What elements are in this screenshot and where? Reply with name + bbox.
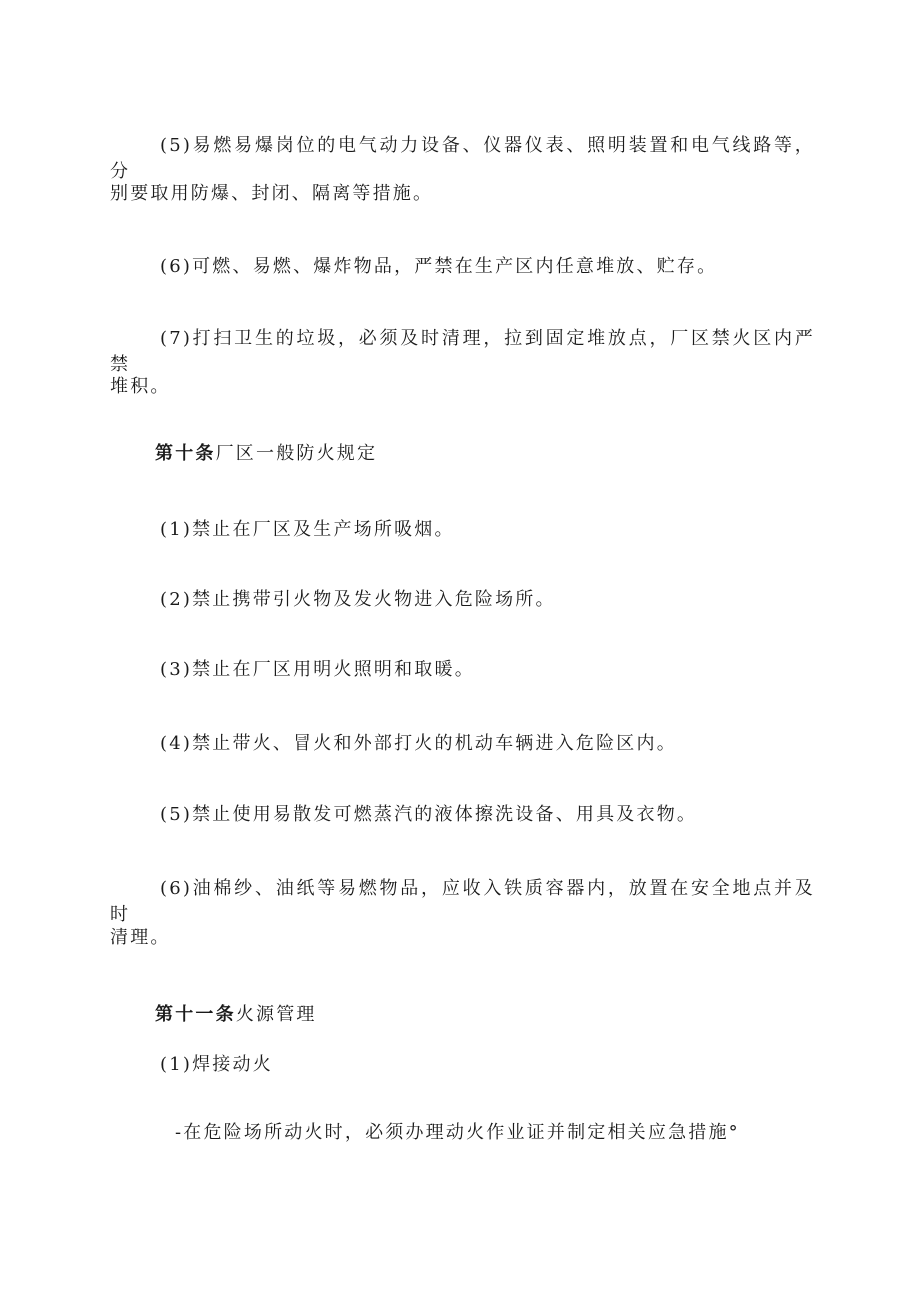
paragraph-5-line-1: (5)易燃易爆岗位的电气动力设备、仪器仪表、照明装置和电气线路等，分	[110, 135, 815, 182]
article-10-item-4: (4)禁止带火、冒火和外部打火的机动车辆进入危险区内。	[160, 733, 677, 754]
article-10-item-2: (2)禁止携带引火物及发火物进入危险场所。	[160, 589, 556, 610]
article-11-title: 火源管理	[235, 1004, 317, 1025]
article-10-item-6-line-2: 清理。	[110, 927, 171, 948]
paragraph-7-line-1: (7)打扫卫生的垃圾，必须及时清理，拉到固定堆放点，厂区禁火区内严禁	[110, 328, 815, 375]
article-11-sub-item: -在危险场所动火时，必须办理动火作业证并制定相关应急措施°	[175, 1122, 740, 1143]
article-10-item-3: (3)禁止在厂区用明火照明和取暖。	[160, 659, 475, 680]
article-10-heading	[155, 441, 860, 467]
article-11-heading	[155, 1002, 860, 1028]
article-10-title: 厂区一般防火规定	[215, 443, 378, 464]
paragraph-7-line-2: 堆积。	[110, 376, 171, 397]
article-10-item-1: (1)禁止在厂区及生产场所吸烟。	[160, 519, 455, 540]
paragraph-5-line-2: 别要取用防爆、封闭、隔离等措施。	[110, 183, 434, 204]
article-10-item-6-line-1: (6)油棉纱、油纸等易燃物品，应收入铁质容器内，放置在安全地点并及时	[110, 878, 815, 925]
article-10-item-5: (5)禁止使用易散发可燃蒸汽的液体擦洗设备、用具及衣物。	[160, 804, 698, 825]
article-11-item-1: (1)焊接动火	[160, 1054, 273, 1075]
article-11-label: 第十一条	[155, 1004, 236, 1025]
paragraph-6: (6)可燃、易燃、爆炸物品，严禁在生产区内任意堆放、贮存。	[160, 256, 718, 277]
article-10-label: 第十条	[155, 443, 216, 464]
